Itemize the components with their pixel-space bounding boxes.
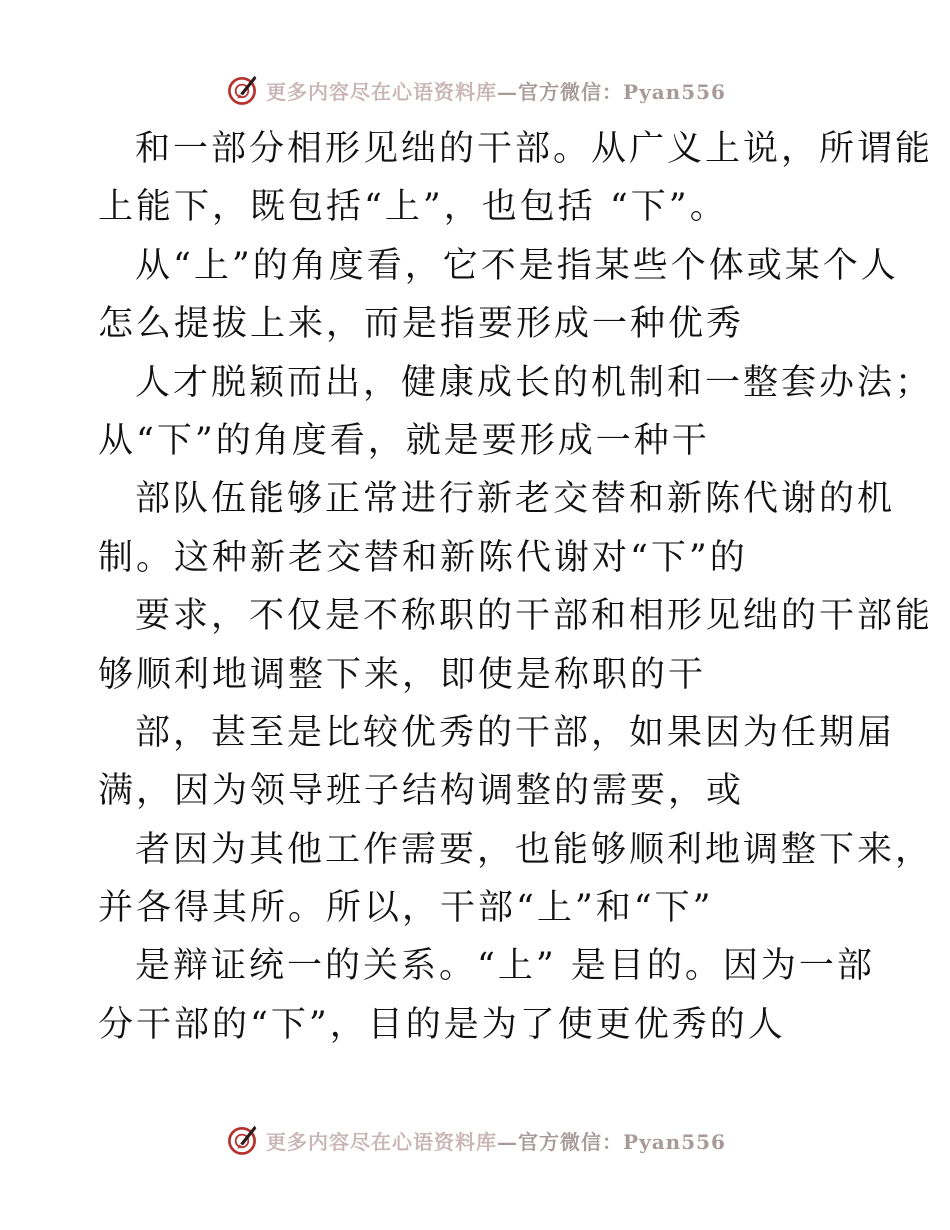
footer-promo-text: 更多内容尽在心语资料库 xyxy=(266,1129,498,1154)
header-banner xyxy=(0,70,950,110)
footer-banner xyxy=(0,1120,950,1160)
text-line: 满，因为领导班子结构调整的需要，或 xyxy=(98,771,745,812)
footer-wechat-text: —官方微信：Pyan556 xyxy=(497,1129,726,1154)
quill-logo-icon xyxy=(224,72,260,108)
text-line: 者因为其他工作需要，也能够顺利地调整下来， xyxy=(135,829,934,870)
text-line: 人才脱颖而出，健康成长的机制和一整套办法； xyxy=(135,362,934,403)
text-line: 上能下，既包括“上”，也包括 “下”。 xyxy=(98,187,728,228)
text-line: 制。这种新老交替和新陈代谢对“下”的 xyxy=(98,537,748,578)
text-line: 部，甚至是比较优秀的干部，如果因为任期届 xyxy=(135,712,896,753)
text-line: 怎么提拔上来，而是指要形成一种优秀 xyxy=(98,304,745,345)
text-line: 从“上”的角度看，它不是指某些个体或某个人 xyxy=(135,245,899,286)
header-promo-text: 更多内容尽在心语资料库 xyxy=(266,79,498,104)
text-line: 是辩证统一的关系。“上” 是目的。因为一部 xyxy=(135,946,875,987)
text-line: 从“下”的角度看，就是要形成一种干 xyxy=(98,420,710,461)
text-line: 够顺利地调整下来，即使是称职的干 xyxy=(98,654,707,695)
text-line: 并各得其所。所以，干部“上”和“下” xyxy=(98,888,714,929)
text-line: 要求，不仅是不称职的干部和相形见绌的干部能 xyxy=(135,596,934,637)
text-line: 部队伍能够正常进行新老交替和新陈代谢的机 xyxy=(135,479,896,520)
text-line: 分干部的“下”，目的是为了使更优秀的人 xyxy=(98,1004,786,1045)
quill-logo-icon xyxy=(224,1122,260,1158)
text-line: 和一部分相形见绌的干部。从广义上说，所谓能 xyxy=(135,129,934,169)
document-body xyxy=(98,120,934,1054)
header-wechat-text: —官方微信：Pyan556 xyxy=(497,79,726,104)
